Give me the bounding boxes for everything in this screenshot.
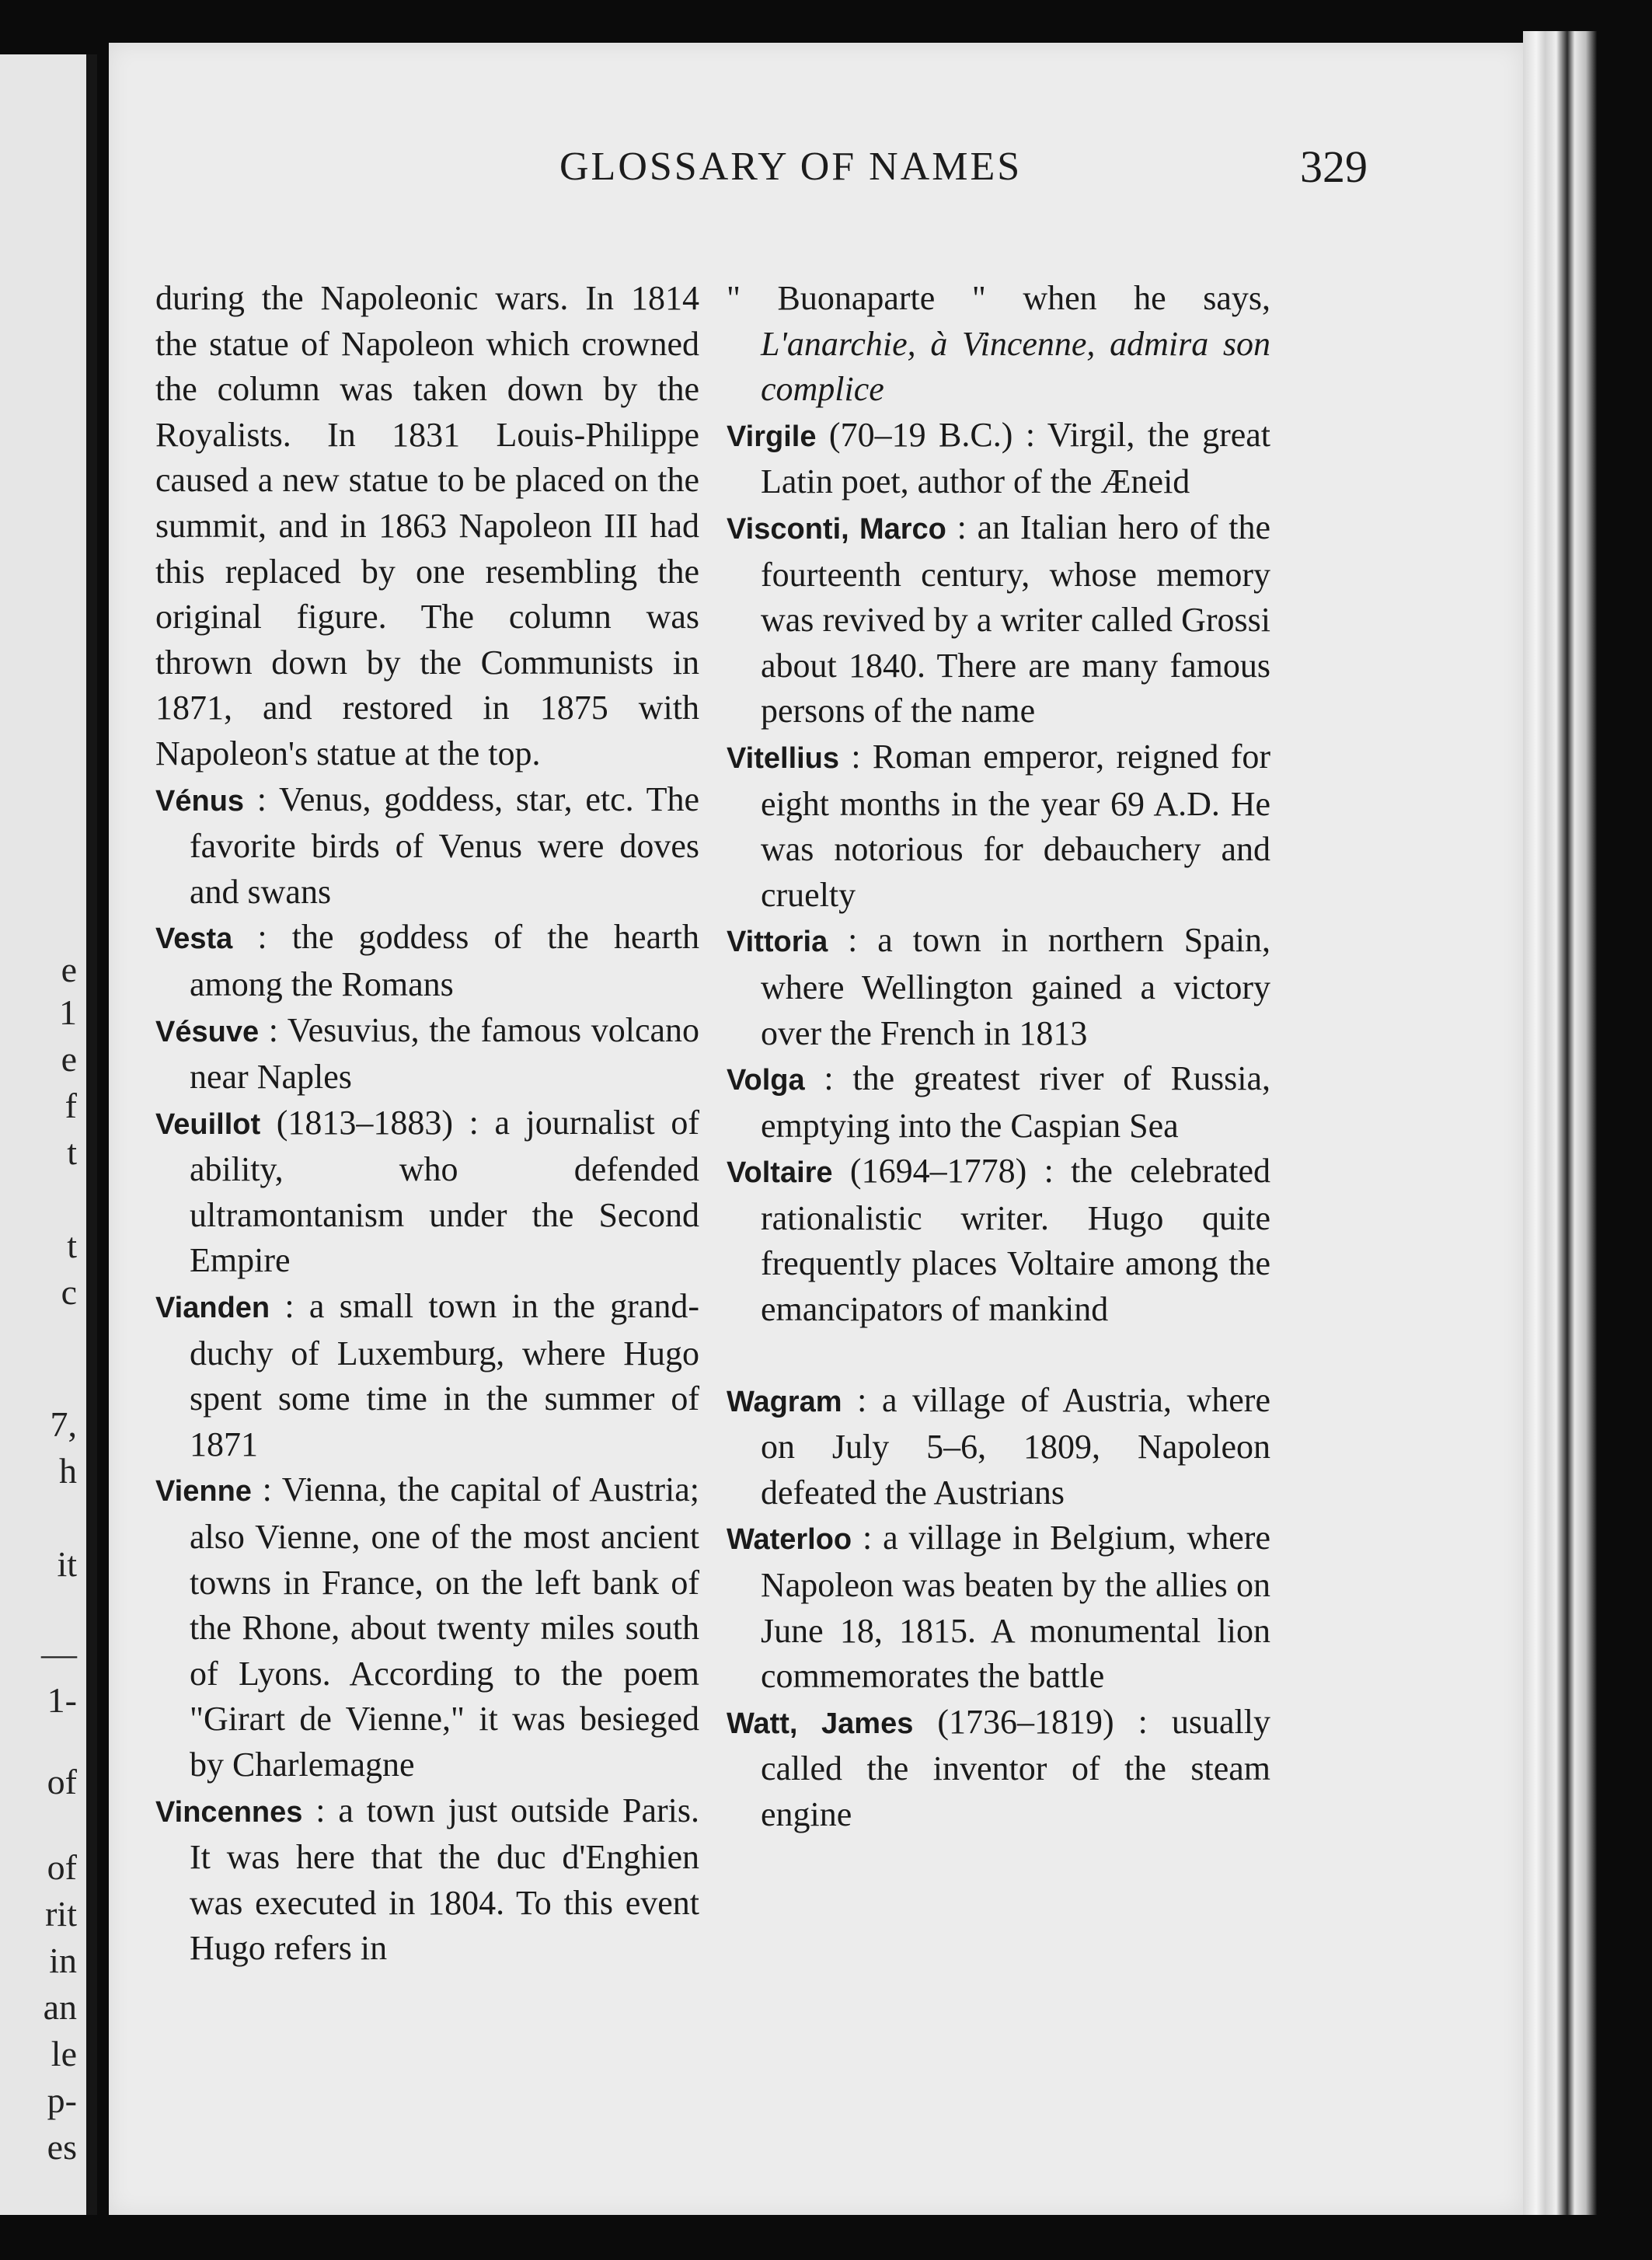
glossary-entry xyxy=(155,1284,699,1467)
fragment: it xyxy=(57,1544,77,1584)
fragment: of xyxy=(47,1762,77,1801)
entry-definition: Vienna, the capital of Austria; also Vienne, one of the most ancient towns in France, on the left bank of the Rhone, about twenty miles south of Lyons. According to the poem "Girart de Vienne," it was besieged by Charlemagne xyxy=(190,1470,699,1784)
entry-headword: Vésuve xyxy=(155,1015,260,1048)
entry-headword: Vincennes xyxy=(155,1795,303,1829)
entry-definition: a town in northern Spain, where Wellington gained a victory over the French in 1813 xyxy=(761,921,1270,1052)
page-stack-edge xyxy=(1523,31,1597,2215)
fragment: p- xyxy=(47,2080,77,2120)
fragment: t xyxy=(67,1226,77,1265)
entry-definition: an Italian hero of the fourteenth century, whose memory was revived by a writer called Grossi about 1840. There are many famous persons of the name xyxy=(761,507,1270,731)
entry-separator: : xyxy=(302,1791,339,1829)
page-title: GLOSSARY OF NAMES xyxy=(559,145,1023,189)
fragment: le xyxy=(51,2034,77,2073)
fragment: 7, xyxy=(50,1404,77,1444)
fragment: e xyxy=(61,950,77,989)
fragment: t xyxy=(67,1132,77,1172)
entry-separator: : xyxy=(804,1059,853,1098)
glossary-entry xyxy=(155,1788,699,1972)
entry-definition: a village of Austria, where on July 5–6, 1809, Napoleon defeated the Austrians xyxy=(761,1380,1270,1512)
entry-definition: a town just outside Paris. It was here that the duc d'Enghien was executed in 1804. To this event Hugo refers in xyxy=(190,1791,699,1968)
entry-headword: Visconti, Marco xyxy=(727,512,946,546)
continued-entry-text: during the Napoleonic wars. In 1814 the statue of Napoleon which crowned the column was taken down by the Royalists. In 1831 Louis-Philippe caused a new statue to be placed on the summit, and in 1863 Napoleon III had this replaced by one resembling the original figure. The column was thrown down by the Communists in 1871, and restored in 1875 with Napoleon's statue at the top. xyxy=(155,279,699,773)
fragment: — xyxy=(41,1634,77,1673)
entry-separator: : xyxy=(852,1519,884,1557)
glossary-entry xyxy=(155,915,699,1007)
entry-separator: : xyxy=(251,1470,282,1509)
section-gap xyxy=(727,1333,1270,1378)
page-number: 329 xyxy=(1300,141,1368,192)
fragment: c xyxy=(61,1272,77,1312)
entry-headword: Vitellius xyxy=(727,741,840,775)
fragment: rit xyxy=(45,1894,77,1934)
glossary-entry xyxy=(727,734,1270,918)
entry-definition: the celebrated rationalistic writer. Hugo quite frequently places Voltaire among the emancipators of mankind xyxy=(761,1152,1270,1329)
fragment: 1 xyxy=(59,992,77,1032)
entry-headword: Volga xyxy=(727,1064,805,1097)
entry-headword: Vesta xyxy=(155,922,233,956)
entry-definition: the goddess of the hearth among the Romans xyxy=(190,918,699,1003)
fragment: h xyxy=(59,1451,77,1491)
entry-headword: Wagram xyxy=(727,1385,842,1418)
glossary-entry xyxy=(155,1467,699,1787)
fragment: 1- xyxy=(47,1680,77,1720)
entry-definition: the greatest river of Russia, emptying into the Caspian Sea xyxy=(761,1059,1270,1145)
left-entry-list xyxy=(155,777,699,1972)
entry-separator: : xyxy=(839,737,873,776)
entry-separator: : xyxy=(842,1380,882,1419)
glossary-entry xyxy=(727,413,1270,505)
continued-entry-text: " Buonaparte " when he says, xyxy=(727,279,1270,317)
left-column xyxy=(155,276,699,1972)
entry-headword: Vienne xyxy=(155,1475,252,1508)
fragment: e xyxy=(61,1039,77,1079)
entry-definition: Venus, goddess, star, etc. The favorite birds of Venus were doves and swans xyxy=(190,779,699,911)
fragment: in xyxy=(49,1941,77,1980)
glossary-entry xyxy=(727,918,1270,1056)
glossary-entry xyxy=(727,1515,1270,1699)
entry-separator: (1813–1883) : xyxy=(260,1103,495,1142)
entry-headword: Vittoria xyxy=(727,926,828,959)
entry-headword: Waterloo xyxy=(727,1523,852,1557)
entry-headword: Voltaire xyxy=(727,1156,833,1190)
entry-separator: : xyxy=(232,918,292,957)
previous-page-edge xyxy=(0,54,97,2215)
entry-separator: : xyxy=(828,921,878,960)
entry-headword: Virgile xyxy=(727,420,817,453)
glossary-entry xyxy=(155,777,699,916)
glossary-entry xyxy=(155,1008,699,1100)
entry-separator: (70–19 B.C.) : xyxy=(816,415,1047,454)
entry-definition: a village in Belgium, where Napoleon was beaten by the allies on June 18, 1815. A monumental lion commemorates the battle xyxy=(761,1519,1270,1696)
book-spine xyxy=(86,54,97,2215)
entry-headword: Vianden xyxy=(155,1292,270,1325)
fragment: f xyxy=(64,1086,77,1125)
entry-headword: Vénus xyxy=(155,784,245,818)
glossary-entry xyxy=(727,1700,1270,1838)
glossary-entry xyxy=(155,1100,699,1284)
entry-definition: a small town in the grand-duchy of Luxemburg, where Hugo spent some time in the summer of 1871 xyxy=(190,1287,699,1463)
entry-separator: (1694–1778) : xyxy=(832,1152,1072,1191)
continued-entry xyxy=(727,276,1270,413)
running-header xyxy=(451,141,1368,214)
entry-definition: usually called the inventor of the steam engine xyxy=(761,1702,1270,1833)
fragment: an xyxy=(43,1987,77,2027)
entry-definition: Vesuvius, the famous volcano near Naples xyxy=(190,1010,699,1097)
entry-separator: (1736–1819) : xyxy=(913,1702,1172,1741)
entry-headword: Watt, James xyxy=(727,1707,914,1740)
entry-separator: : xyxy=(259,1010,288,1049)
entry-separator: : xyxy=(244,779,279,818)
entry-headword: Veuillot xyxy=(155,1107,261,1141)
glossary-entry xyxy=(727,1149,1270,1332)
quotation-italic: L'anarchie, à Vincenne, admira son complice xyxy=(761,324,1270,409)
glossary-entry xyxy=(727,1378,1270,1516)
w-entry-list xyxy=(727,1378,1270,1838)
entry-definition: a journalist of ability, who defended ultramontanism under the Second Empire xyxy=(190,1103,699,1280)
fragment: of xyxy=(47,1847,77,1887)
glossary-entry xyxy=(727,1056,1270,1149)
fragment: es xyxy=(47,2127,77,2167)
glossary-entry xyxy=(727,505,1270,734)
entry-definition: Virgil, the great Latin poet, author of the Æneid xyxy=(761,415,1270,501)
entry-separator: : xyxy=(270,1287,309,1326)
right-column xyxy=(727,276,1270,1838)
entry-separator: : xyxy=(946,507,978,546)
right-entry-list xyxy=(727,413,1270,1333)
entry-definition: Roman emperor, reigned for eight months in the year 69 A.D. He was notorious for debauchery and cruelty xyxy=(761,737,1270,914)
